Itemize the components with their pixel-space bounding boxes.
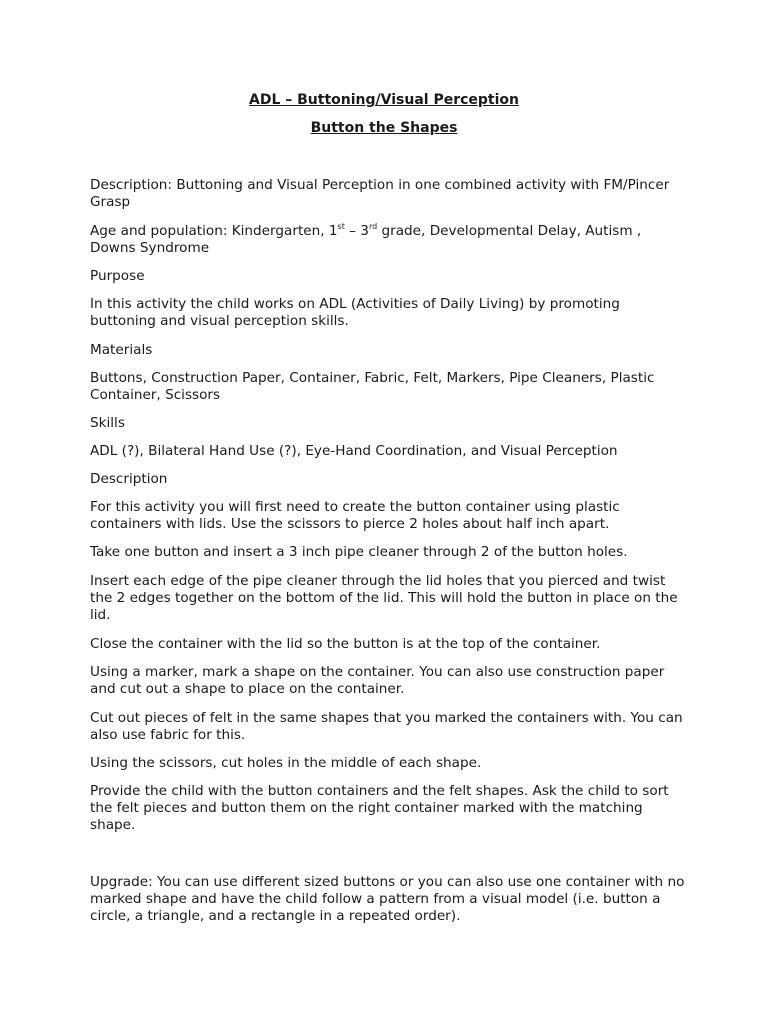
step-3: Insert each edge of the pipe cleaner through the lid holes that you pierced and twist the 2 edges together on the bottom of the lid. This will hold the button in place on the lid. xyxy=(90,573,678,623)
description-heading: Description xyxy=(90,471,168,487)
skills-text: ADL (?), Bilateral Hand Use (?), Eye-Hand Coordination, and Visual Perception xyxy=(90,443,618,459)
materials-text: Buttons, Construction Paper, Container, Fabric, Felt, Markers, Pipe Cleaners, Plastic Container, Scissors xyxy=(90,370,655,403)
step-6: Cut out pieces of felt in the same shapes that you marked the containers with. You can also use fabric for this. xyxy=(90,710,683,743)
step-2: Take one button and insert a 3 inch pipe cleaner through 2 of the button holes. xyxy=(90,544,628,560)
age-population: Age and population: Kindergarten, 1st – 3rd grade, Developmental Delay, Autism , Downs Syndrome xyxy=(90,222,642,256)
step-7: Using the scissors, cut holes in the middle of each shape. xyxy=(90,755,482,771)
materials-heading: Materials xyxy=(90,342,153,358)
step-8: Provide the child with the button containers and the felt shapes. Ask the child to sort the felt pieces and button them on the right container marked with the matching shape. xyxy=(90,783,669,833)
step-4: Close the container with the lid so the button is at the top of the container. xyxy=(90,636,601,652)
upgrade-text: Upgrade: You can use different sized buttons or you can also use one container with no marked shape and have the child follow a pattern from a visual model (i.e. button a circle, a triangle, and a rectangle in a repeated order). xyxy=(90,874,685,924)
skills-heading: Skills xyxy=(90,415,125,431)
step-1: For this activity you will first need to create the button container using plastic containers with lids. Use the scissors to pierce 2 holes about half inch apart. xyxy=(90,499,620,532)
description-intro: Description: Buttoning and Visual Perception in one combined activity with FM/Pincer Grasp xyxy=(90,177,670,210)
document-subtitle: Button the Shapes xyxy=(310,120,458,136)
step-5: Using a marker, mark a shape on the container. You can also use construction paper and cut out a shape to place on the container. xyxy=(90,664,665,697)
purpose-text: In this activity the child works on ADL (Activities of Daily Living) by promoting buttoning and visual perception skills. xyxy=(90,296,620,329)
purpose-heading: Purpose xyxy=(90,268,145,284)
document-title: ADL – Buttoning/Visual Perception xyxy=(249,92,519,108)
